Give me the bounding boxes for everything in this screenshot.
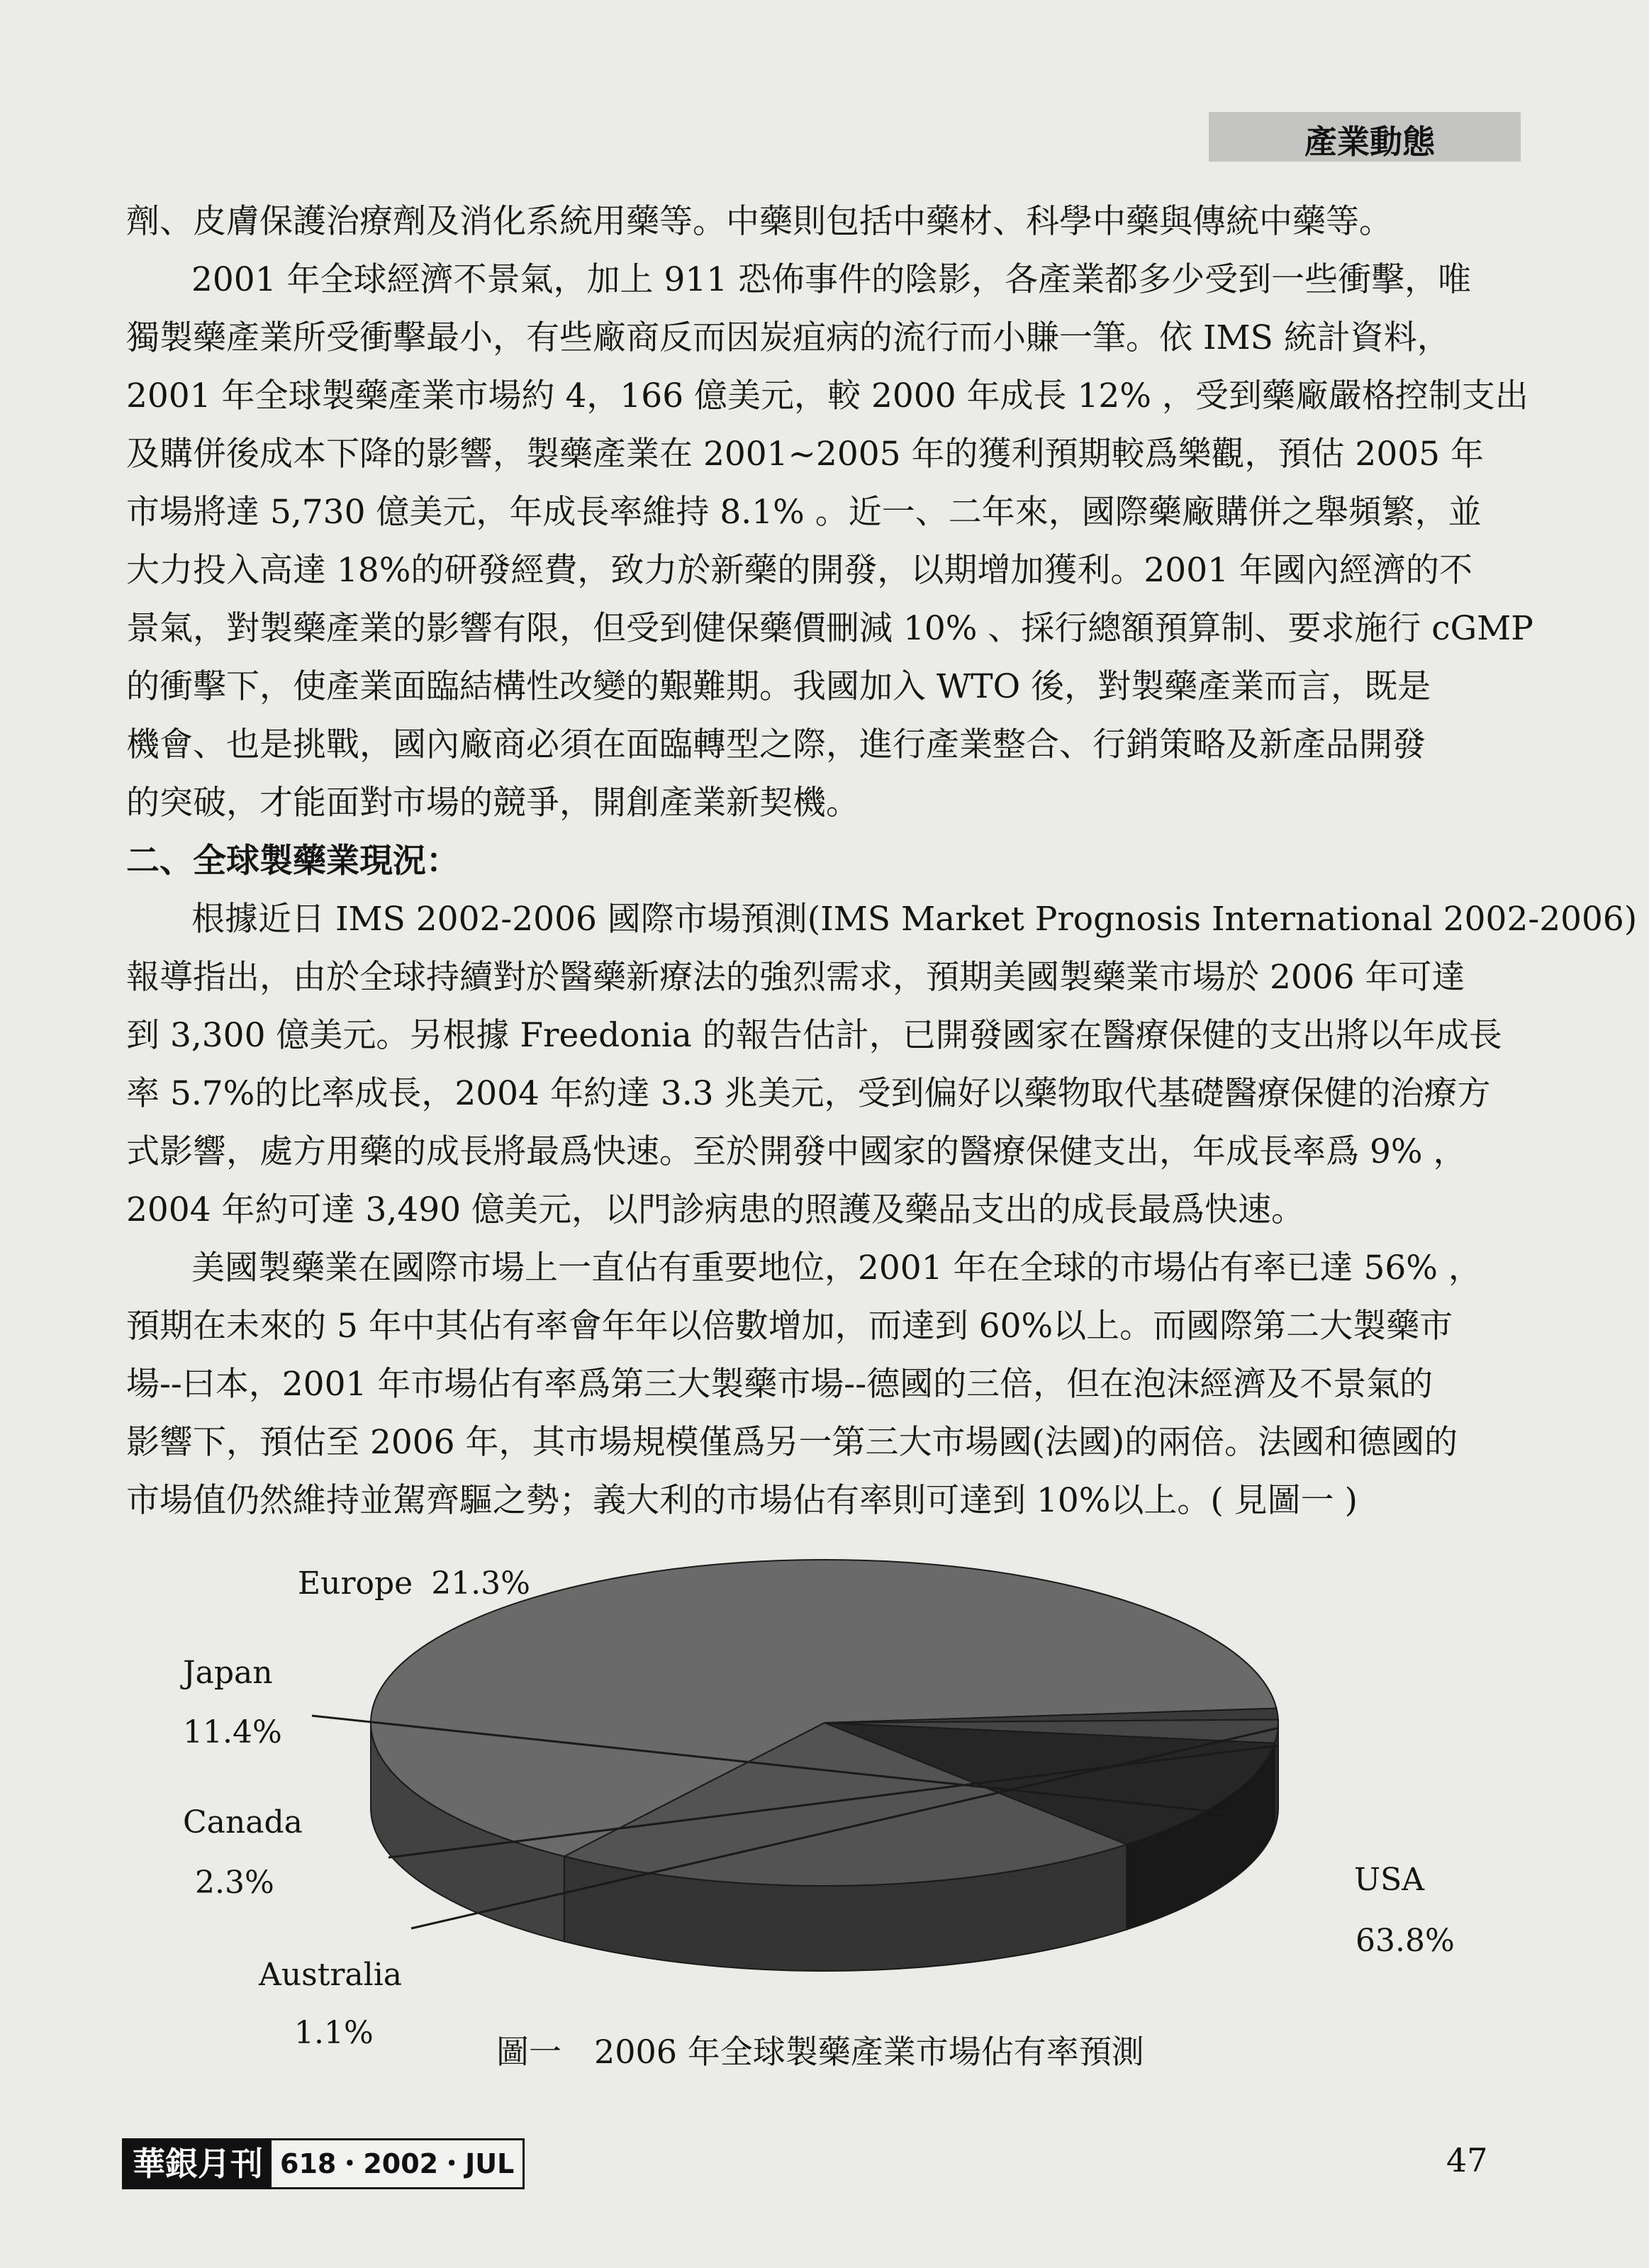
pie-top-group [371,1560,1278,1886]
paragraph-line: 美國製藥業在國際市場上一直佔有重要地位，2001 年在全球的市場佔有率已達 56% ， [191,1248,1482,1287]
slice-pct-usa: 63.8% [1355,1923,1455,1959]
paragraph-line: 2004 年約可達 3,490 億美元，以門診病患的照護及藥品支出的成長最爲快速。 [126,1190,1304,1229]
magazine-badge [122,2138,525,2189]
slice-name-japan: Japan [183,1655,273,1691]
paragraph-line: 市場值仍然維持並駕齊驅之勢；義大利的市場佔有率則可達到 10%以上。( 見圖一 ) [126,1481,1358,1520]
section-title: 產業動態 [1304,123,1435,161]
paragraph-line: 報導指出，由於全球持續對於醫藥新療法的強烈需求，預期美國製藥業市場於 2006 年可達 [126,958,1465,997]
slice-name-europe: Europe [298,1565,413,1602]
paragraph-line: 到 3,300 億美元。另根據 Freedonia 的報告估計，已開發國家在醫療保健的支出將以年成長 [126,1016,1502,1055]
paragraph-line: 2001 年全球製藥產業市場約 4，166 億美元，較 2000 年成長 12% ，受到藥廠嚴格控制支出 [126,376,1528,415]
slice-pct-europe: 21.3% [431,1565,530,1602]
paragraph-line: 式影響，處方用藥的成長將最爲快速。至於開發中國家的醫療保健支出，年成長率爲 9% ， [126,1132,1467,1171]
section-heading: 二、全球製藥業現況： [126,842,459,881]
paragraph-line: 的突破，才能面對市場的競爭，開創產業新契機。 [126,783,859,822]
paragraph-line: 機會、也是挑戰，國內廠商必須在面臨轉型之際，進行產業整合、行銷策略及新產品開發 [126,725,1426,764]
paragraph-line: 及購併後成本下降的影響，製藥產業在 2001~2005 年的獲利預期較爲樂觀，預估 2005 年 [126,435,1484,474]
paragraph-line: 獨製藥產業所受衝擊最小，有些廠商反而因炭疽病的流行而小賺一筆。依 IMS 統計資料， [126,318,1450,357]
slice-name-usa: USA [1354,1862,1424,1898]
paragraph-line: 市場將達 5,730 億美元，年成長率維持 8.1% 。近一、二年來，國際藥廠購併之舉頻繁，並 [126,493,1482,532]
paragraph-line: 劑、皮膚保護治療劑及消化系統用藥等。中藥則包括中藥材、科學中藥與傳統中藥等。 [126,202,1392,241]
issue-info: 618・2002・JUL [272,2140,522,2187]
slice-pct-japan: 11.4% [183,1714,282,1750]
paragraph-line: 預期在未來的 5 年中其佔有率會年年以倍數增加，而達到 60%以上。而國際第二大製藥市 [126,1307,1453,1346]
legend-label-europe [298,1565,530,1602]
magazine-name: 華銀月刊 [124,2140,272,2187]
paragraph-line: 的衝擊下，使產業面臨結構性改變的艱難期。我國加入 WTO 後，對製藥產業而言，既是 [126,667,1431,706]
slice-name-canada: Canada [183,1804,303,1840]
paragraph-line: 景氣，對製藥產業的影響有限，但受到健保藥價刪減 10% 、採行總額預算制、要求施行 cGMP [126,609,1533,648]
paragraph-line: 率 5.7%的比率成長，2004 年約達 3.3 兆美元，受到偏好以藥物取代基礎醫療保健的治療方 [126,1074,1491,1113]
paragraph-line: 根據近日 IMS 2002-2006 國際市場預測(IMS Market Prognosis International 2002-2006) [191,900,1638,939]
slice-name-australia: Australia [259,1957,403,1993]
paragraph-line: 影響下，預估至 2006 年，其市場規模僅爲另一第三大市場國(法國)的兩倍。法國和德國的 [126,1423,1458,1462]
page-number: 47 [1446,2141,1488,2179]
paragraph-line: 大力投入高達 18%的研發經費，致力於新藥的開發，以期增加獲利。2001 年國內經濟的不 [126,551,1472,590]
chart-caption: 圖一 2006 年全球製藥產業市場佔有率預測 [496,2033,1144,2071]
slice-pct-australia: 1.1% [294,2015,374,2051]
slice-pct-canada: 2.3% [195,1865,274,1901]
paragraph-line: 2001 年全球經濟不景氣，加上 911 恐佈事件的陰影，各產業都多少受到一些衝擊，唯 [191,260,1472,299]
paragraph-line: 場--曰本，2001 年市場佔有率爲第三大製藥市場--德國的三倍，但在泡沫經濟及不景氣的 [126,1365,1433,1404]
